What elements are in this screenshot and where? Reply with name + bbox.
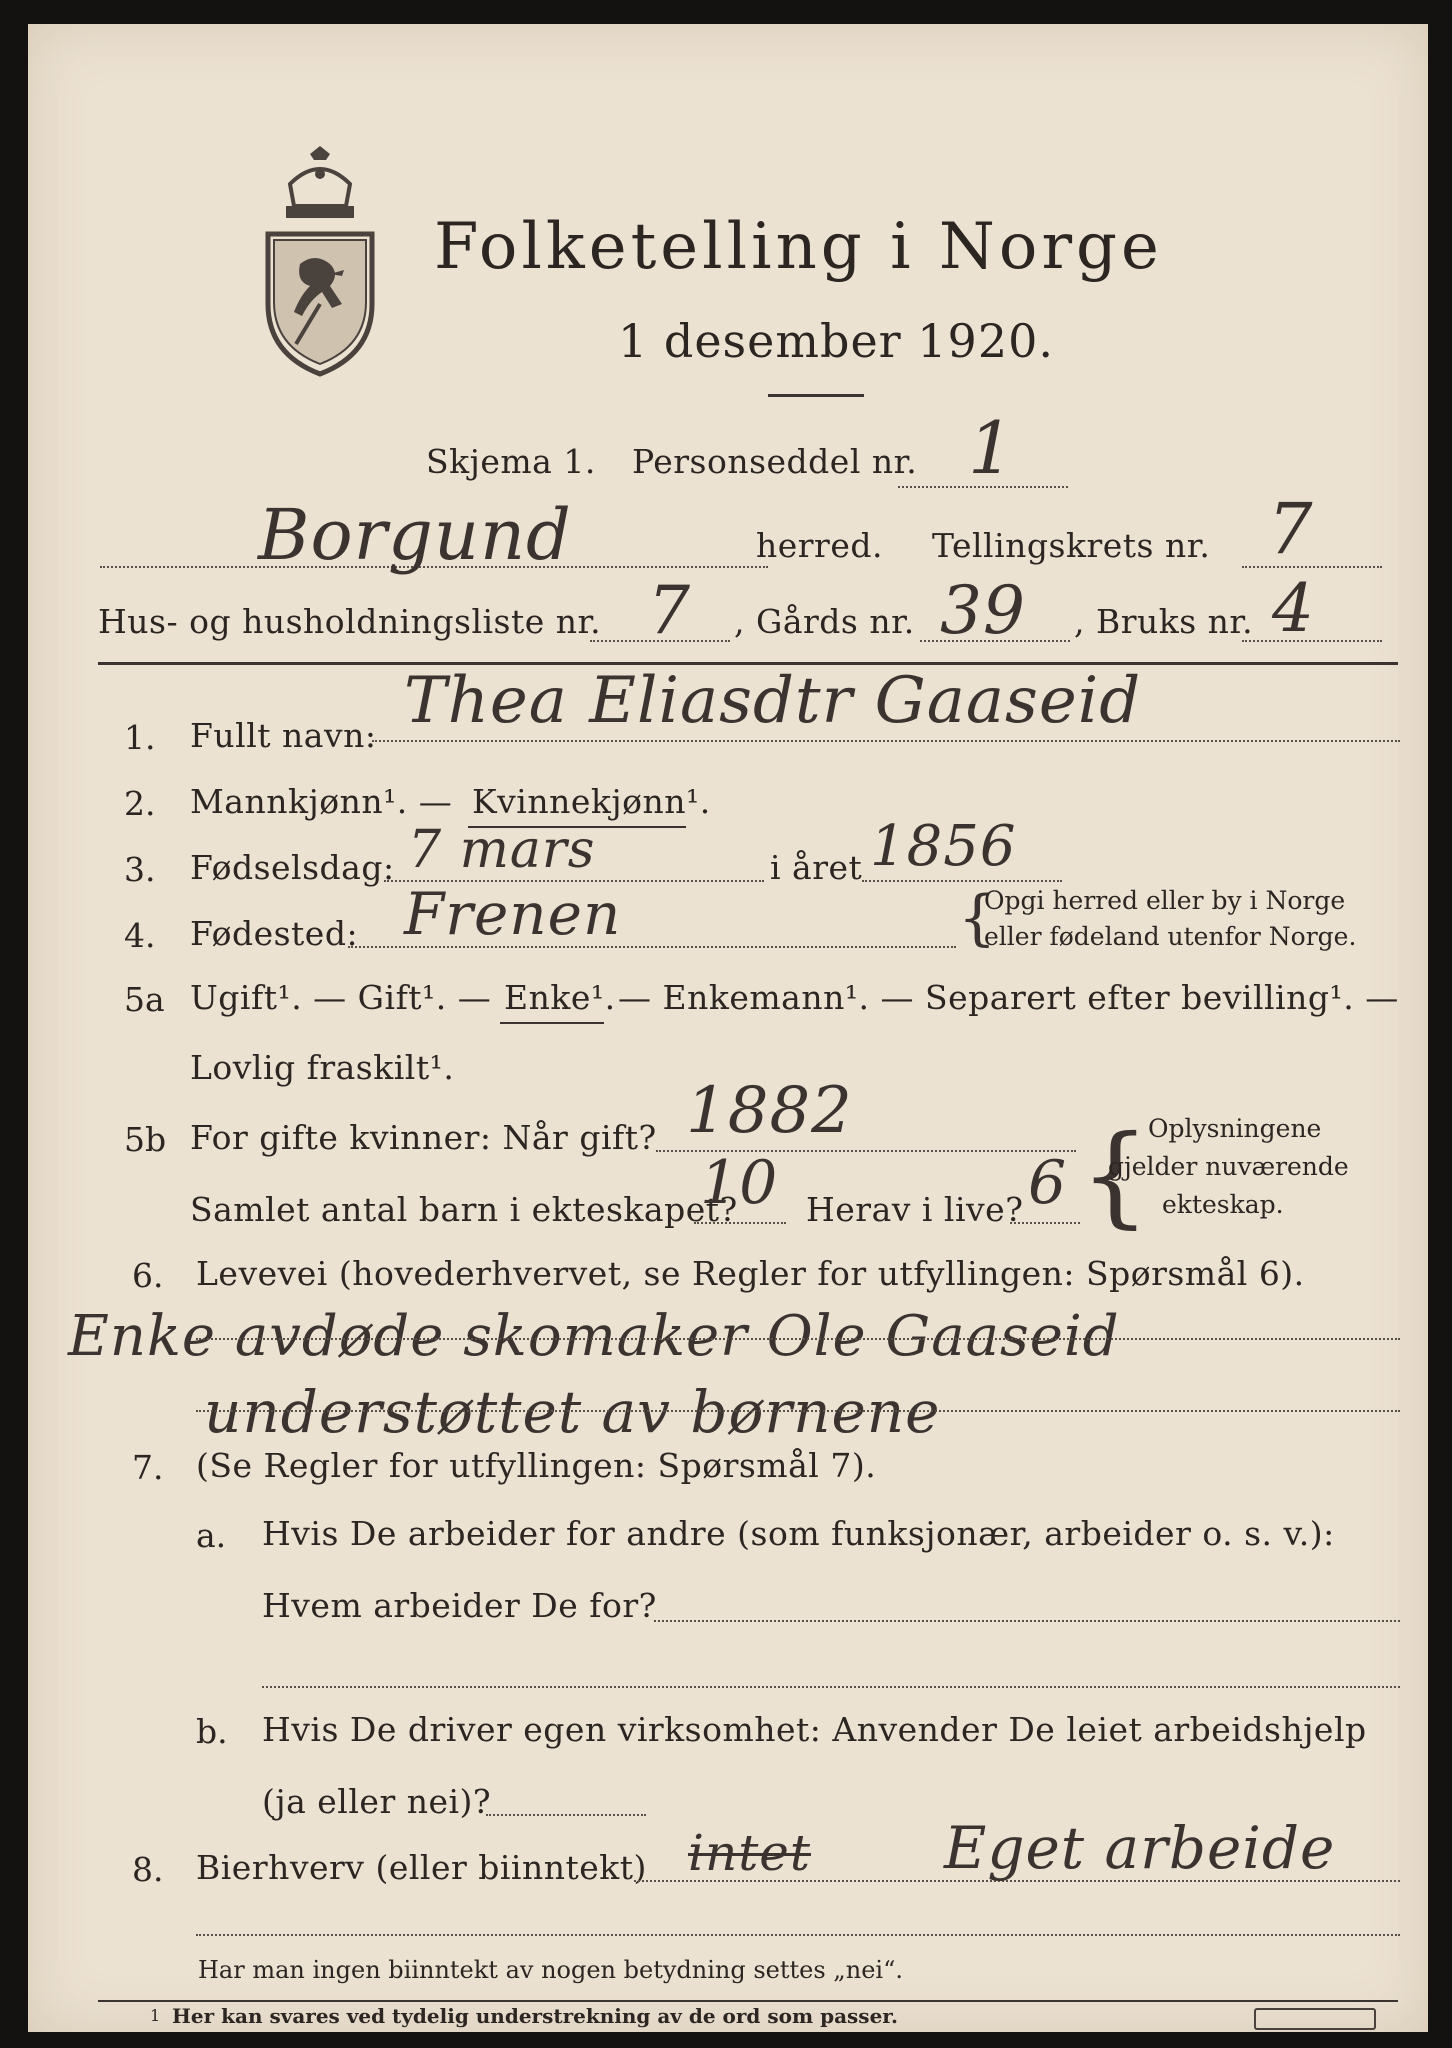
herred-label: herred. [756, 526, 883, 565]
coat-of-arms-icon [260, 144, 380, 388]
tellingskrets-label: Tellingskrets nr. [932, 526, 1211, 565]
q2-label-male: Mannkjønn¹. — [190, 782, 453, 821]
q5b-label-married: For gifte kvinner: Når gift? [190, 1118, 657, 1157]
tellingskrets-value: 7 [1268, 488, 1314, 570]
q5b-children-field-line [694, 1222, 786, 1224]
q3-label: Fødselsdag: [190, 848, 395, 887]
footnote-number: 1 [150, 2006, 161, 2025]
q7a-field-line1 [654, 1620, 1400, 1622]
bruks-value: 4 [1272, 570, 1315, 647]
q7b-field-line [486, 1814, 646, 1816]
personseddel-value: 1 [968, 406, 1015, 490]
q5b-alive-value: 6 [1028, 1148, 1068, 1218]
q5b-number: 5b [124, 1120, 167, 1159]
q6-value-line1: Enke avdøde skomaker Ole Gaaseid [68, 1304, 1120, 1369]
q5b-married-value: 1882 [686, 1074, 853, 1148]
q7b-text: Hvis De driver egen virksomhet: Anvender De leiet arbeidshjelp [262, 1710, 1367, 1749]
q4-number: 4. [124, 916, 156, 955]
q5b-children-value: 10 [700, 1148, 779, 1218]
q8-struck-value: intet [688, 1824, 811, 1882]
q7a-question: Hvem arbeider De for? [262, 1586, 657, 1625]
q7a-letter: a. [196, 1516, 227, 1555]
q6-value-line2: understøttet av børnene [204, 1378, 941, 1446]
q5a-number: 5a [124, 980, 165, 1019]
q7b-question: (ja eller nei)? [262, 1782, 492, 1821]
q5a-text-c: — Enkemann¹. — Separert efter bevilling¹. — [618, 978, 1399, 1017]
q1-field-line [372, 740, 1400, 742]
q5b-label-alive: Herav i live? [806, 1190, 1024, 1229]
q4-value: Frenen [404, 880, 622, 948]
schema-label: Skjema 1. [426, 442, 596, 481]
q5b-note-line3: ekteskap. [1162, 1190, 1284, 1219]
husliste-value: 7 [648, 572, 691, 649]
q7a-text: Hvis De arbeider for andre (som funksjonær, arbeider o. s. v.): [262, 1514, 1335, 1553]
footnote-text: Her kan svares ved tydelig understrekning av de ord som passer. [172, 2004, 898, 2028]
q7-label: (Se Regler for utfyllingen: Spørsmål 7). [196, 1446, 877, 1485]
q8-field-line2 [196, 1934, 1400, 1936]
q5a-text-enke: Enke¹. [504, 978, 616, 1017]
q3-year-label: i året [770, 848, 863, 887]
q5b-brace: { [1080, 1111, 1150, 1239]
title-divider [768, 394, 864, 397]
bruks-label: , Bruks nr. [1074, 602, 1254, 641]
q8-label: Bierhverv (eller biinntekt) [196, 1848, 647, 1887]
q2-label-female: Kvinnekjønn¹. [472, 782, 711, 821]
q1-number: 1. [124, 718, 156, 757]
q4-note-line1: Opgi herred eller by i Norge [984, 886, 1346, 915]
q7-number: 7. [132, 1448, 164, 1487]
q5a-text-d: Lovlig fraskilt¹. [190, 1048, 455, 1087]
q3-number: 3. [124, 850, 156, 889]
husliste-label: Hus- og husholdningsliste nr. [98, 602, 602, 641]
census-form [28, 24, 1428, 2032]
form-title: Folketelling i Norge [434, 210, 1163, 284]
q3-year-field-line [862, 880, 1062, 882]
personseddel-label: Personseddel nr. [632, 442, 918, 481]
q1-value: Thea Eliasdtr Gaaseid [404, 664, 1142, 738]
q5b-alive-field-line [1010, 1222, 1080, 1224]
q3-year-value: 1856 [870, 814, 1017, 879]
q6-field-line2 [196, 1410, 1400, 1412]
q1-label: Fullt navn: [190, 716, 377, 755]
form-date: 1 desember 1920. [618, 314, 1054, 368]
footer-divider [98, 2000, 1398, 2002]
q5a-text-a: Ugift¹. — Gift¹. — [190, 978, 492, 1017]
q4-label: Fødested: [190, 914, 359, 953]
q6-number: 6. [132, 1256, 164, 1295]
q8-value: Eget arbeide [944, 1814, 1336, 1882]
q8-number: 8. [132, 1850, 164, 1889]
q6-field-line1 [196, 1338, 1400, 1340]
q5b-note-line2: gjelder nuværende [1108, 1152, 1349, 1181]
q3-value: 7 mars [408, 820, 596, 880]
q7a-field-line2 [262, 1686, 1400, 1688]
printer-stamp-icon [1254, 2008, 1376, 2030]
q2-number: 2. [124, 784, 156, 823]
q5b-label-children: Samlet antal barn i ekteskapet? [190, 1190, 738, 1229]
q6-label: Levevei (hovederhvervet, se Regler for utfyllingen: Spørsmål 6). [196, 1254, 1305, 1293]
q4-note-line2: eller fødeland utenfor Norge. [984, 922, 1357, 951]
gards-label: , Gårds nr. [734, 602, 915, 641]
q7b-letter: b. [196, 1712, 228, 1751]
q5a-underline [500, 1022, 604, 1024]
q4-brace: { [958, 883, 997, 953]
q5b-note-line1: Oplysningene [1148, 1114, 1322, 1143]
form-note: Har man ingen biinntekt av nogen betydning settes „nei“. [198, 1956, 903, 1984]
gards-value: 39 [940, 572, 1026, 649]
herred-value: Borgund [258, 494, 572, 576]
